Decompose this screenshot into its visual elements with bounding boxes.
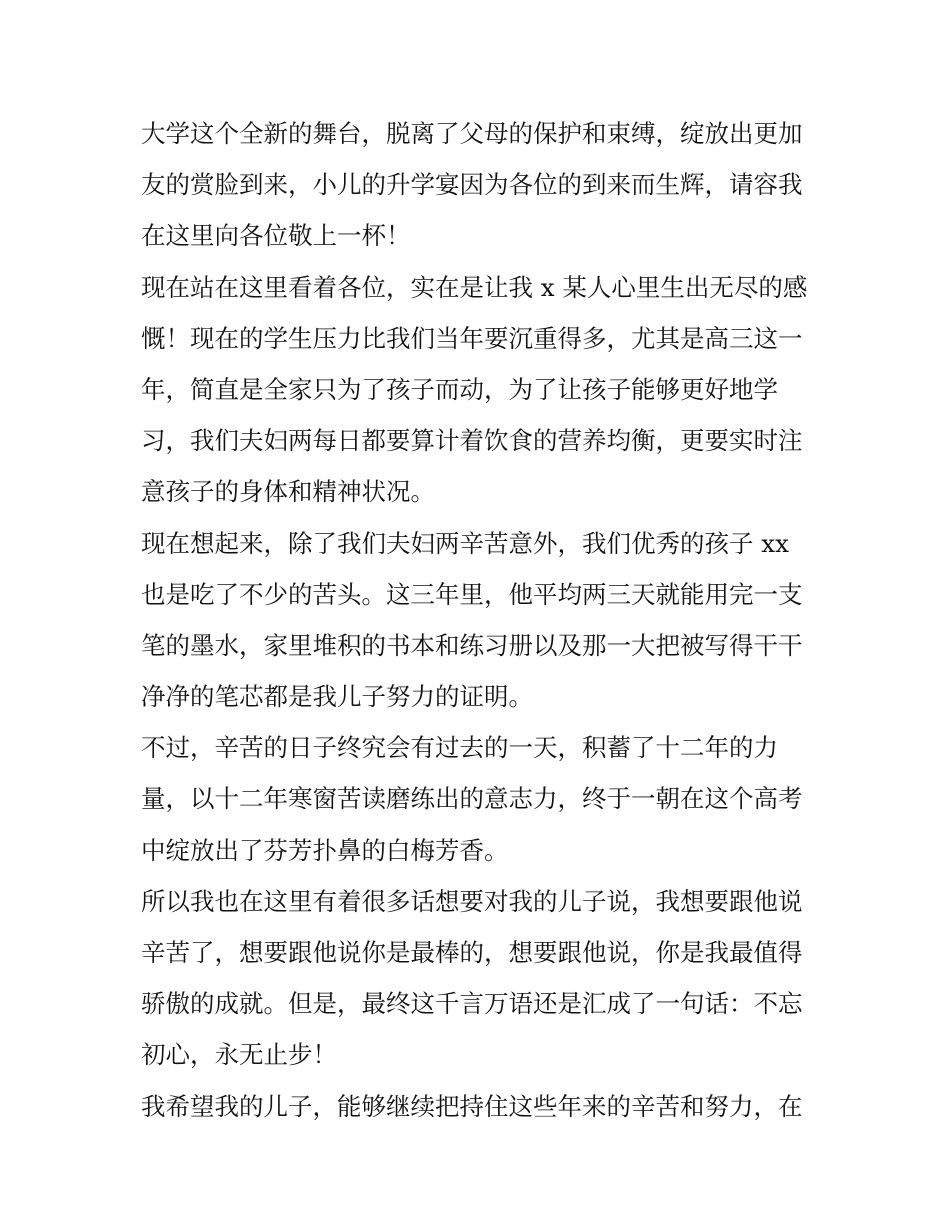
document-body xyxy=(141,108,821,1132)
text-line: 年，简直是全家只为了孩子而动，为了让孩子能够更好地学 xyxy=(141,374,778,404)
text-line: 现在站在这里看着各位，实在是让我 x 某人心里生出无尽的感 xyxy=(141,272,808,302)
text-line: 慨！现在的学生压力比我们当年要沉重得多，尤其是高三这一 xyxy=(141,323,803,353)
text-line: 中绽放出了芬芳扑鼻的白梅芳香。 xyxy=(141,835,509,865)
text-line: 笔的墨水，家里堆积的书本和练习册以及那一大把被写得干干 xyxy=(141,630,803,660)
text-line: 在这里向各位敬上一杯！ xyxy=(141,221,411,251)
text-line: 友的赏脸到来，小儿的升学宴因为各位的到来而生辉，请容我 xyxy=(141,170,803,200)
text-line: 大学这个全新的舞台，脱离了父母的保护和束缚，绽放出更加 xyxy=(141,119,803,148)
text-line: 初心，永无止步！ xyxy=(141,1040,337,1070)
text-line: 辛苦了，想要跟他说你是最棒的，想要跟他说，你是我最值得 xyxy=(141,938,803,967)
text-line: 习，我们夫妇两每日都要算计着饮食的营养均衡，更要实时注 xyxy=(141,426,803,456)
text-line: 我希望我的儿子，能够继续把持住这些年来的辛苦和努力，在 xyxy=(141,1091,803,1121)
text-line: 也是吃了不少的苦头。这三年里，他平均两三天就能用完一支 xyxy=(141,579,803,609)
text-line: 现在想起来，除了我们夫妇两辛苦意外，我们优秀的孩子 xx xyxy=(141,528,789,558)
text-line: 意孩子的身体和精神状况。 xyxy=(141,477,435,507)
text-line: 净净的笔芯都是我儿子努力的证明。 xyxy=(141,682,533,712)
text-line: 不过，辛苦的日子终究会有过去的一天，积蓄了十二年的力 xyxy=(141,733,778,763)
text-line: 骄傲的成就。但是，最终这千言万语还是汇成了一句话：不忘 xyxy=(141,989,803,1019)
text-line: 所以我也在这里有着很多话想要对我的儿子说，我想要跟他说 xyxy=(141,886,803,916)
text-line: 量，以十二年寒窗苦读磨练出的意志力，终于一朝在这个高考 xyxy=(141,784,803,814)
